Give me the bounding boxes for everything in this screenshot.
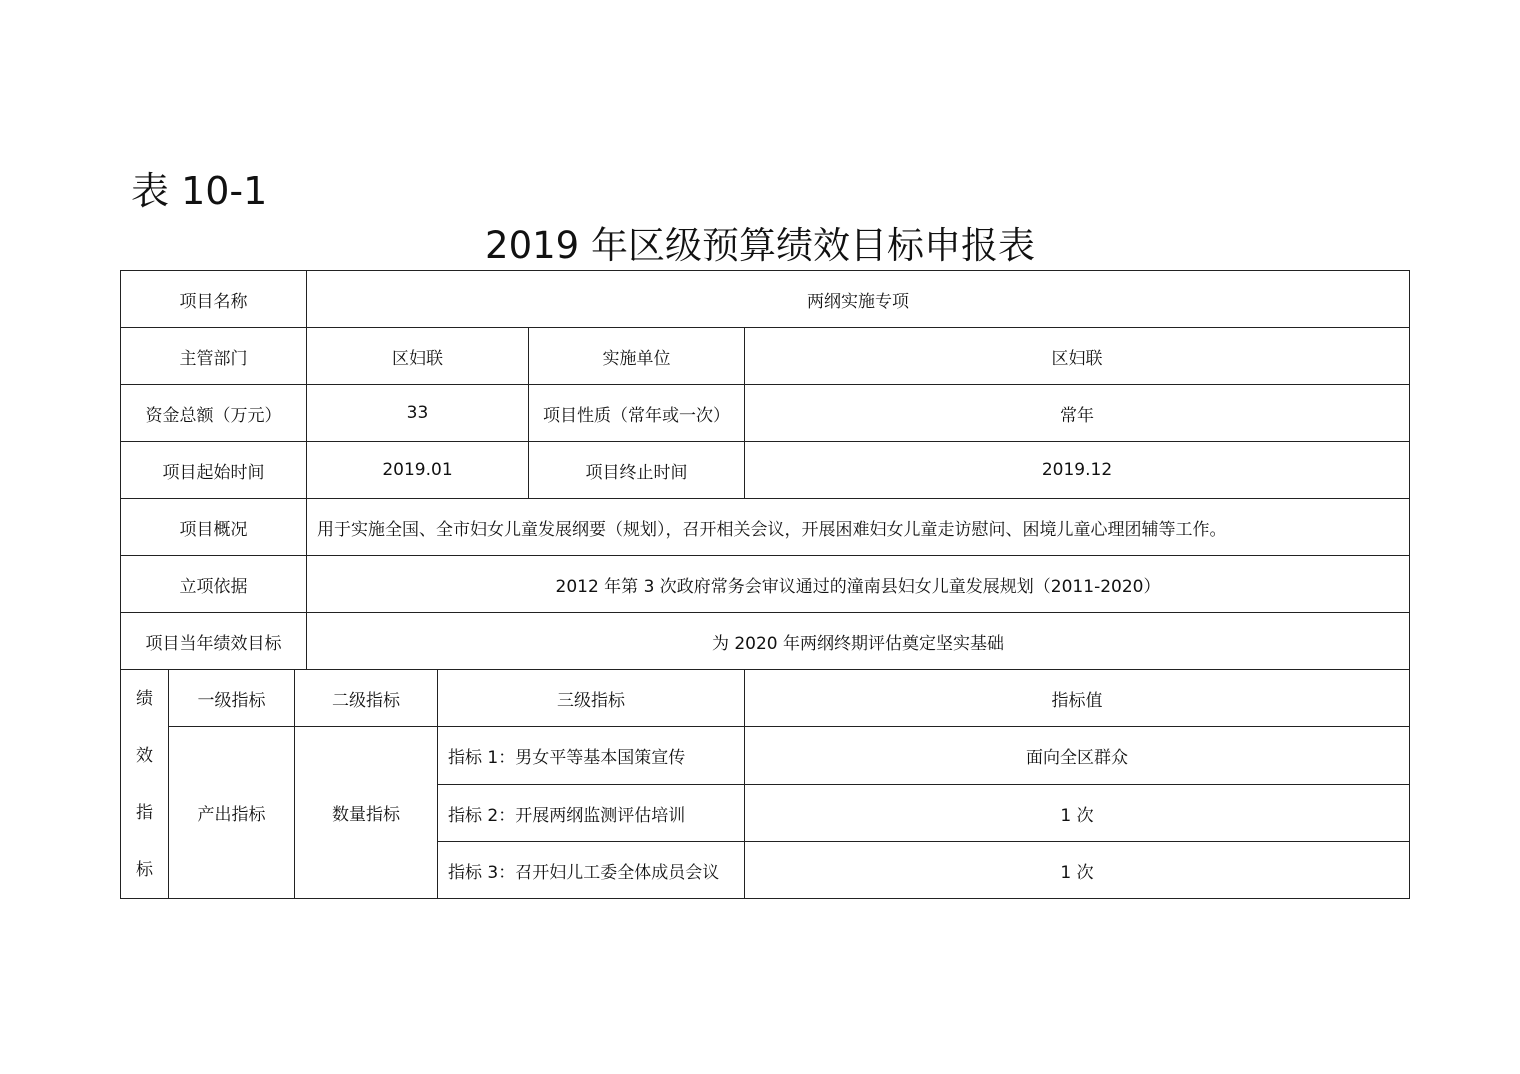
side-char: 指 (136, 802, 153, 823)
table-row (121, 727, 1410, 785)
header-level3: 三级指标 (438, 670, 745, 727)
label-overview: 项目概况 (121, 499, 307, 556)
side-char: 标 (136, 859, 153, 880)
budget-performance-table (120, 270, 1410, 899)
header-level2: 二级指标 (295, 670, 438, 727)
indicator-name: 指标 3：召开妇儿工委全体成员会议 (438, 842, 745, 899)
row-basis (121, 556, 1410, 613)
label-nature: 项目性质（常年或一次） (529, 385, 745, 442)
header-level1: 一级指标 (169, 670, 295, 727)
label-unit: 实施单位 (529, 328, 745, 385)
side-char: 绩 (136, 688, 153, 709)
document-title: 2019 年区级预算绩效目标申报表 (485, 224, 1035, 267)
indicator-side-label (121, 670, 169, 899)
label-goal: 项目当年绩效目标 (121, 613, 307, 670)
table-number: 表 10-1 (131, 169, 268, 213)
row-period (121, 442, 1410, 499)
value-start: 2019.01 (307, 442, 529, 499)
row-goal (121, 613, 1410, 670)
indicator-value: 面向全区群众 (745, 727, 1410, 785)
header-value: 指标值 (745, 670, 1410, 727)
row-indicator-header (121, 670, 1410, 727)
label-project-name: 项目名称 (121, 271, 307, 328)
indicator-value: 1 次 (745, 842, 1410, 899)
row-funds (121, 385, 1410, 442)
value-overview: 用于实施全国、全市妇女儿童发展纲要（规划），召开相关会议，开展困难妇女儿童走访慰问、困境儿童心理团辅等工作。 (307, 499, 1410, 556)
value-project-name: 两纲实施专项 (307, 271, 1410, 328)
row-overview (121, 499, 1410, 556)
value-funds: 33 (307, 385, 529, 442)
label-basis: 立项依据 (121, 556, 307, 613)
value-end: 2019.12 (745, 442, 1410, 499)
value-dept: 区妇联 (307, 328, 529, 385)
row-project-name (121, 271, 1410, 328)
side-char: 效 (136, 745, 153, 766)
value-nature: 常年 (745, 385, 1410, 442)
label-funds: 资金总额（万元） (121, 385, 307, 442)
value-goal: 为 2020 年两纲终期评估奠定坚实基础 (307, 613, 1410, 670)
label-start: 项目起始时间 (121, 442, 307, 499)
indicator-value: 1 次 (745, 785, 1410, 842)
label-dept: 主管部门 (121, 328, 307, 385)
indicator-name: 指标 1：男女平等基本国策宣传 (438, 727, 745, 785)
value-basis: 2012 年第 3 次政府常务会审议通过的潼南县妇女儿童发展规划（2011-2020） (307, 556, 1410, 613)
indicator-name: 指标 2：开展两纲监测评估培训 (438, 785, 745, 842)
level2-quantity: 数量指标 (295, 727, 438, 899)
level1-output: 产出指标 (169, 727, 295, 899)
row-department (121, 328, 1410, 385)
label-end: 项目终止时间 (529, 442, 745, 499)
value-unit: 区妇联 (745, 328, 1410, 385)
